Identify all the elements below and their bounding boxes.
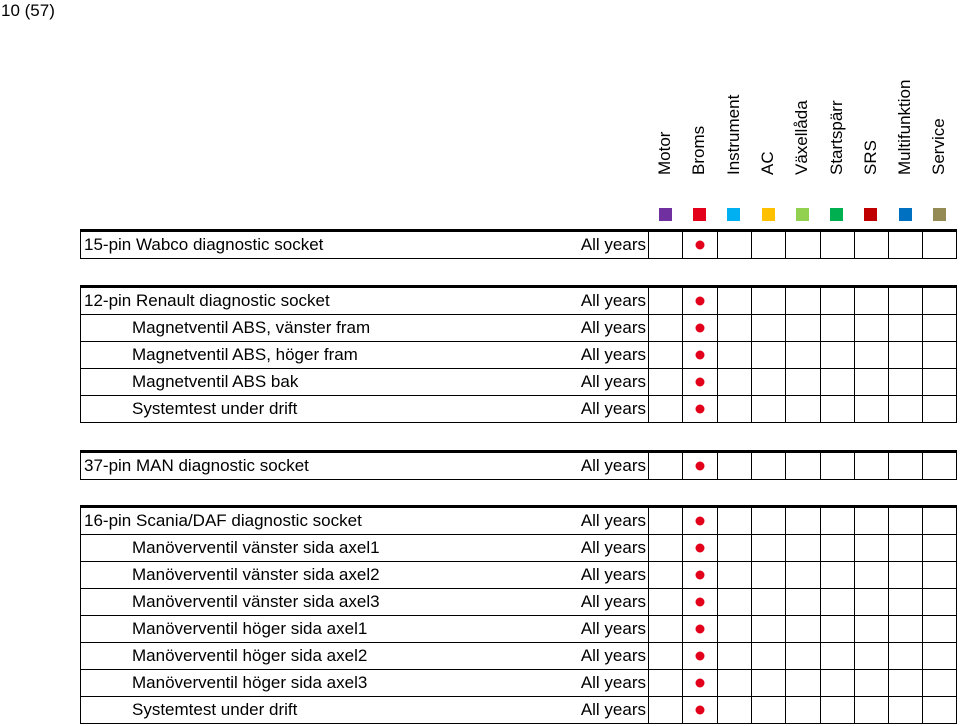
table-row xyxy=(80,697,957,724)
cell-växellåda xyxy=(785,453,819,479)
row-years: All years xyxy=(580,235,646,254)
cell-växellåda xyxy=(785,342,819,368)
group-left-border xyxy=(80,453,81,480)
cell-instrument xyxy=(717,535,751,561)
cell-ac xyxy=(751,535,785,561)
cell-broms xyxy=(682,535,716,561)
table-group xyxy=(80,285,957,423)
cell-motor xyxy=(648,643,682,669)
column-header-service xyxy=(922,0,956,195)
cell-broms xyxy=(682,616,716,642)
cell-service xyxy=(922,697,956,723)
support-dot xyxy=(695,679,704,688)
row-years: All years xyxy=(580,456,646,475)
cell-broms xyxy=(682,643,716,669)
cell-multifunktion xyxy=(888,697,922,723)
group-left-border xyxy=(80,508,81,724)
legend-swatch-startspärr xyxy=(830,208,843,221)
cell-multifunktion xyxy=(888,643,922,669)
legend-swatch-broms xyxy=(693,208,706,221)
table-row xyxy=(80,315,957,342)
column-header-label: Multifunktion xyxy=(895,79,915,175)
cell-motor xyxy=(648,535,682,561)
support-dot xyxy=(695,462,704,471)
row-label: Manöverventil vänster sida axel2 xyxy=(132,565,380,584)
cell-broms xyxy=(682,562,716,588)
row-label: Manöverventil vänster sida axel1 xyxy=(132,538,380,557)
cell-motor xyxy=(648,288,682,314)
row-years: All years xyxy=(580,318,646,337)
cell-instrument xyxy=(717,508,751,534)
row-label: Magnetventil ABS, höger fram xyxy=(132,345,358,364)
cell-srs xyxy=(854,508,888,534)
cell-multifunktion xyxy=(888,535,922,561)
cell-växellåda xyxy=(785,616,819,642)
cell-multifunktion xyxy=(888,315,922,341)
cell-ac xyxy=(751,396,785,422)
cell-växellåda xyxy=(785,508,819,534)
cell-motor xyxy=(648,697,682,723)
page-number: 10 (57) xyxy=(1,1,55,20)
cell-ac xyxy=(751,589,785,615)
cell-växellåda xyxy=(785,315,819,341)
row-label: Manöverventil höger sida axel2 xyxy=(132,646,368,665)
cell-startspärr xyxy=(820,589,854,615)
column-header-ac xyxy=(751,0,785,195)
cell-instrument xyxy=(717,315,751,341)
table-group xyxy=(80,229,957,259)
cell-instrument xyxy=(717,453,751,479)
cell-ac xyxy=(751,643,785,669)
legend-swatch-motor xyxy=(659,208,672,221)
row-label: Manöverventil höger sida axel1 xyxy=(132,619,368,638)
cell-multifunktion xyxy=(888,508,922,534)
cell-multifunktion xyxy=(888,342,922,368)
cell-srs xyxy=(854,589,888,615)
cell-srs xyxy=(854,670,888,696)
cell-växellåda xyxy=(785,369,819,395)
cell-ac xyxy=(751,562,785,588)
cell-instrument xyxy=(717,616,751,642)
row-label: Manöverventil höger sida axel3 xyxy=(132,673,368,692)
cell-motor xyxy=(648,232,682,258)
cell-service xyxy=(922,562,956,588)
cell-srs xyxy=(854,453,888,479)
cell-srs xyxy=(854,562,888,588)
support-dot xyxy=(695,351,704,360)
cell-srs xyxy=(854,288,888,314)
cell-motor xyxy=(648,453,682,479)
cell-startspärr xyxy=(820,288,854,314)
support-dot xyxy=(695,297,704,306)
cell-startspärr xyxy=(820,342,854,368)
cell-multifunktion xyxy=(888,670,922,696)
support-dot xyxy=(695,571,704,580)
cell-multifunktion xyxy=(888,288,922,314)
cell-instrument xyxy=(717,232,751,258)
cell-broms xyxy=(682,453,716,479)
table-row xyxy=(80,396,957,423)
cell-multifunktion xyxy=(888,589,922,615)
cell-instrument xyxy=(717,288,751,314)
cell-startspärr xyxy=(820,232,854,258)
cell-ac xyxy=(751,342,785,368)
table-row xyxy=(80,342,957,369)
support-dot xyxy=(695,405,704,414)
cell-srs xyxy=(854,369,888,395)
cell-startspärr xyxy=(820,508,854,534)
row-label: 15-pin Wabco diagnostic socket xyxy=(84,235,324,254)
support-dot xyxy=(695,324,704,333)
row-years: All years xyxy=(580,345,646,364)
cell-instrument xyxy=(717,670,751,696)
cell-broms xyxy=(682,589,716,615)
column-header-startspärr xyxy=(820,0,854,195)
cell-motor xyxy=(648,616,682,642)
row-years: All years xyxy=(580,646,646,665)
cell-växellåda xyxy=(785,396,819,422)
cell-broms xyxy=(682,396,716,422)
cell-broms xyxy=(682,315,716,341)
cell-startspärr xyxy=(820,562,854,588)
cell-broms xyxy=(682,670,716,696)
cell-ac xyxy=(751,508,785,534)
row-years: All years xyxy=(580,538,646,557)
row-years: All years xyxy=(580,372,646,391)
group-left-border xyxy=(80,288,81,423)
cell-service xyxy=(922,670,956,696)
cell-broms xyxy=(682,288,716,314)
cell-broms xyxy=(682,697,716,723)
support-dot xyxy=(695,625,704,634)
cell-srs xyxy=(854,232,888,258)
cell-srs xyxy=(854,616,888,642)
row-years: All years xyxy=(580,511,646,530)
column-header-label: Broms xyxy=(689,125,709,175)
cell-ac xyxy=(751,369,785,395)
cell-instrument xyxy=(717,396,751,422)
table-row xyxy=(80,562,957,589)
support-dot xyxy=(695,378,704,387)
column-header-label: Startspärr xyxy=(826,100,846,175)
cell-srs xyxy=(854,315,888,341)
cell-startspärr xyxy=(820,697,854,723)
cell-srs xyxy=(854,396,888,422)
cell-startspärr xyxy=(820,396,854,422)
cell-service xyxy=(922,369,956,395)
cell-startspärr xyxy=(820,643,854,669)
cell-instrument xyxy=(717,369,751,395)
legend-swatch-srs xyxy=(864,208,877,221)
cell-service xyxy=(922,616,956,642)
column-header-instrument xyxy=(717,0,751,195)
column-header-label: Växellåda xyxy=(792,100,812,175)
legend-swatch-instrument xyxy=(727,208,740,221)
group-left-border xyxy=(80,232,81,259)
cell-ac xyxy=(751,232,785,258)
cell-multifunktion xyxy=(888,396,922,422)
column-header-multifunktion xyxy=(888,0,922,195)
row-years: All years xyxy=(580,565,646,584)
legend-swatch-service xyxy=(933,208,946,221)
cell-service xyxy=(922,643,956,669)
support-dot xyxy=(695,598,704,607)
column-header-label: Instrument xyxy=(723,94,743,175)
column-header-broms xyxy=(682,0,716,195)
table-row xyxy=(80,369,957,396)
row-years: All years xyxy=(580,399,646,418)
cell-växellåda xyxy=(785,697,819,723)
cell-startspärr xyxy=(820,315,854,341)
cell-service xyxy=(922,396,956,422)
table-row xyxy=(80,535,957,562)
cell-startspärr xyxy=(820,616,854,642)
row-label: Systemtest under drift xyxy=(132,700,298,719)
column-header-label: AC xyxy=(757,151,777,175)
row-label: Magnetventil ABS bak xyxy=(132,372,299,391)
cell-service xyxy=(922,232,956,258)
cell-srs xyxy=(854,697,888,723)
column-header-srs xyxy=(854,0,888,195)
cell-startspärr xyxy=(820,670,854,696)
cell-instrument xyxy=(717,589,751,615)
cell-motor xyxy=(648,589,682,615)
table-group xyxy=(80,505,957,724)
cell-broms xyxy=(682,342,716,368)
cell-växellåda xyxy=(785,535,819,561)
cell-ac xyxy=(751,616,785,642)
legend-swatch-växellåda xyxy=(796,208,809,221)
cell-ac xyxy=(751,315,785,341)
row-label: 12-pin Renault diagnostic socket xyxy=(84,291,330,310)
cell-srs xyxy=(854,535,888,561)
cell-service xyxy=(922,315,956,341)
cell-växellåda xyxy=(785,288,819,314)
cell-motor xyxy=(648,396,682,422)
row-label: Systemtest under drift xyxy=(132,399,298,418)
table-row xyxy=(80,643,957,670)
cell-växellåda xyxy=(785,232,819,258)
cell-multifunktion xyxy=(888,369,922,395)
column-header-växellåda xyxy=(785,0,819,195)
cell-växellåda xyxy=(785,643,819,669)
cell-startspärr xyxy=(820,453,854,479)
cell-ac xyxy=(751,670,785,696)
cell-ac xyxy=(751,697,785,723)
cell-instrument xyxy=(717,697,751,723)
table-row xyxy=(80,589,957,616)
support-dot xyxy=(695,652,704,661)
cell-service xyxy=(922,589,956,615)
support-dot xyxy=(695,544,704,553)
cell-service xyxy=(922,535,956,561)
cell-broms xyxy=(682,232,716,258)
table-group xyxy=(80,450,957,480)
row-years: All years xyxy=(580,700,646,719)
cell-service xyxy=(922,508,956,534)
cell-växellåda xyxy=(785,589,819,615)
cell-multifunktion xyxy=(888,616,922,642)
column-header-motor xyxy=(648,0,682,195)
table-row xyxy=(80,232,957,259)
cell-instrument xyxy=(717,562,751,588)
column-header-label: Service xyxy=(929,118,949,175)
legend-swatch-multifunktion xyxy=(899,208,912,221)
table-row xyxy=(80,453,957,480)
cell-instrument xyxy=(717,643,751,669)
table-row xyxy=(80,288,957,315)
table-row xyxy=(80,616,957,643)
support-dot xyxy=(695,706,704,715)
row-label: 37-pin MAN diagnostic socket xyxy=(84,456,309,475)
cell-multifunktion xyxy=(888,453,922,479)
row-label: Magnetventil ABS, vänster fram xyxy=(132,318,371,337)
cell-startspärr xyxy=(820,535,854,561)
support-dot xyxy=(695,517,704,526)
cell-srs xyxy=(854,342,888,368)
cell-multifunktion xyxy=(888,562,922,588)
cell-instrument xyxy=(717,342,751,368)
cell-multifunktion xyxy=(888,232,922,258)
row-label: Manöverventil vänster sida axel3 xyxy=(132,592,380,611)
table-row xyxy=(80,508,957,535)
cell-växellåda xyxy=(785,562,819,588)
cell-motor xyxy=(648,508,682,534)
column-header-label: Motor xyxy=(655,131,674,175)
legend-swatch-ac xyxy=(762,208,775,221)
cell-motor xyxy=(648,342,682,368)
cell-växellåda xyxy=(785,670,819,696)
row-years: All years xyxy=(580,592,646,611)
cell-ac xyxy=(751,453,785,479)
column-header-label: SRS xyxy=(860,140,880,175)
cell-ac xyxy=(751,288,785,314)
row-label: 16-pin Scania/DAF diagnostic socket xyxy=(84,511,362,530)
cell-broms xyxy=(682,508,716,534)
cell-service xyxy=(922,288,956,314)
row-years: All years xyxy=(580,291,646,310)
cell-startspärr xyxy=(820,369,854,395)
cell-srs xyxy=(854,643,888,669)
cell-broms xyxy=(682,369,716,395)
cell-motor xyxy=(648,369,682,395)
support-dot xyxy=(695,241,704,250)
cell-motor xyxy=(648,315,682,341)
row-years: All years xyxy=(580,673,646,692)
cell-service xyxy=(922,453,956,479)
row-years: All years xyxy=(580,619,646,638)
cell-service xyxy=(922,342,956,368)
cell-motor xyxy=(648,670,682,696)
cell-motor xyxy=(648,562,682,588)
table-row xyxy=(80,670,957,697)
